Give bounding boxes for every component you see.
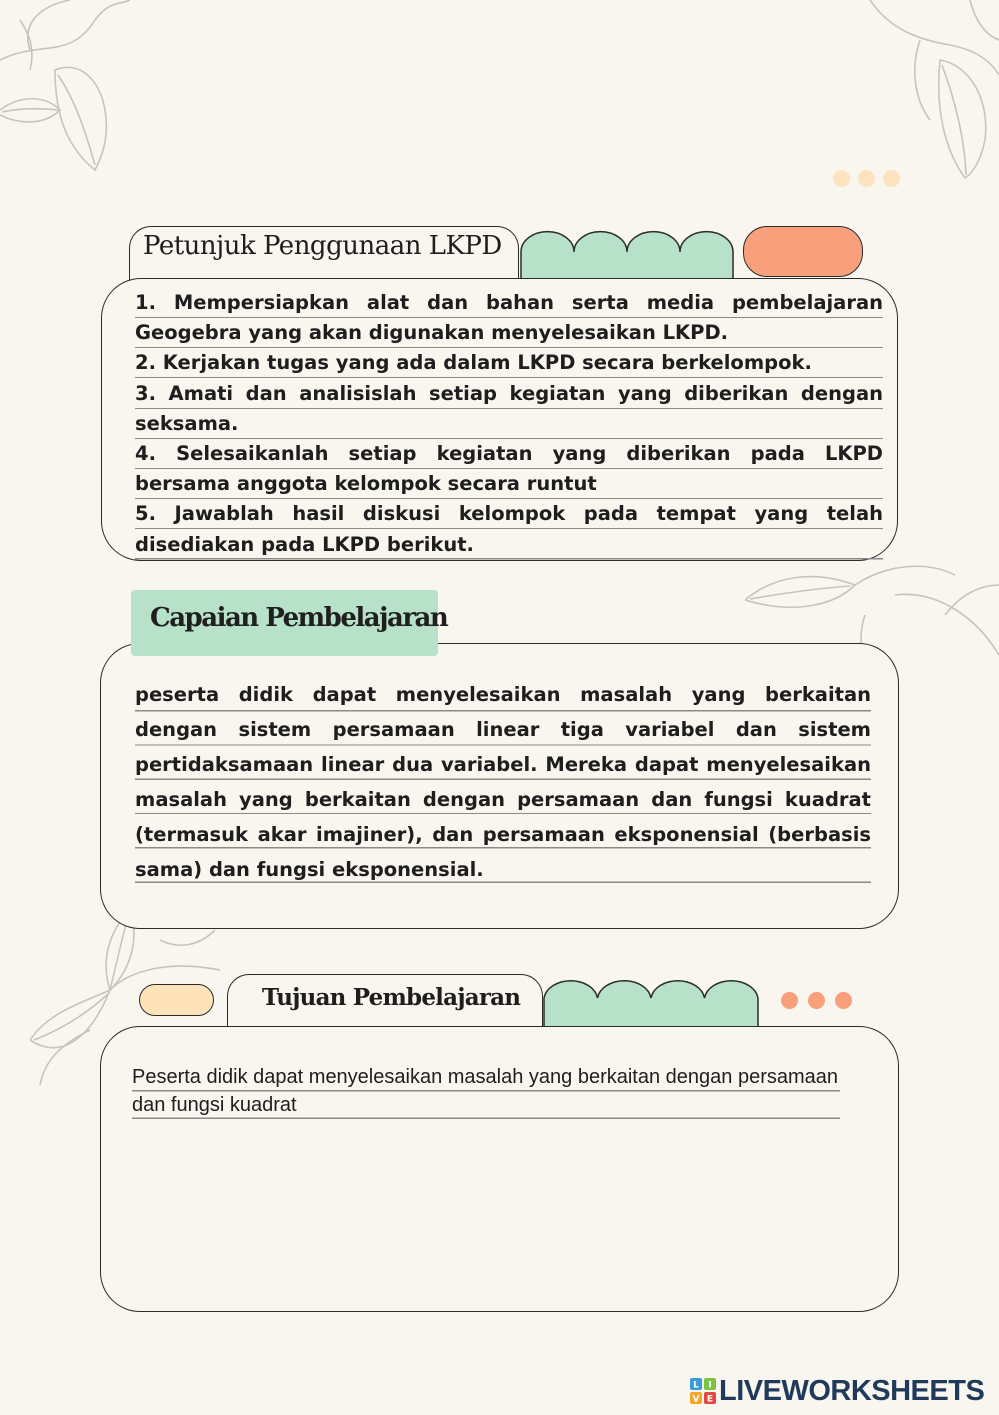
svg-text:L: L: [693, 1380, 699, 1391]
svg-text:E: E: [706, 1394, 714, 1404]
instructions-list: [135, 288, 883, 560]
learning-objectives-text: Peserta didik dapat menyelesaikan masalah yang berkaitan dengan persamaan dan fungsi kuadrat: [132, 1064, 840, 1119]
svg-text:I: I: [708, 1380, 712, 1391]
learning-objectives-tab: [227, 974, 543, 1030]
list-item: 1. Mempersiapkan alat dan bahan serta media pembelajaran Geogebra yang akan digunakan menyelesaikan LKPD.: [135, 288, 883, 348]
list-item: 4. Selesaikanlah setiap kegiatan yang diberikan pada LKPD bersama anggota kelompok secara runtut: [135, 439, 883, 499]
list-item: 3. Amati dan analisislah setiap kegiatan yang diberikan dengan seksama.: [135, 379, 883, 439]
liveworksheets-logo-icon: [690, 1378, 716, 1404]
scalloped-mint-tab: [518, 230, 736, 280]
list-item: 5. Jawablah hasil diskusi kelompok pada tempat yang telah disediakan pada LKPD berikut.: [135, 499, 883, 559]
svg-text:V: V: [692, 1394, 700, 1404]
decor-dot: [808, 992, 825, 1009]
salmon-pill-decoration: [743, 226, 863, 277]
instructions-title: Petunjuk Penggunaan LKPD: [143, 231, 502, 261]
learning-outcomes-tab: [131, 590, 448, 656]
decor-dot: [883, 170, 900, 187]
liveworksheets-text: LIVEWORKSHEETS: [719, 1374, 985, 1407]
learning-outcomes-box: [100, 643, 899, 929]
leaf-decoration-top-right: [860, 0, 999, 180]
scalloped-mint-tab: [541, 976, 761, 1029]
learning-objectives-title: Tujuan Pembelajaran: [262, 984, 521, 1011]
liveworksheets-watermark: [690, 1374, 984, 1408]
cream-pill-decoration: [139, 984, 214, 1016]
learning-outcomes-title: Capaian Pembelajaran: [150, 603, 448, 633]
decor-dot: [781, 992, 798, 1009]
decor-dot: [833, 170, 850, 187]
decor-dot: [858, 170, 875, 187]
learning-objectives-box: [100, 1026, 899, 1312]
leaf-decoration-top-left: [0, 0, 140, 180]
learning-outcomes-text: peserta didik dapat menyelesaikan masalah yang berkaitan dengan sistem persamaan linear tiga variabel dan sistem pertidaksamaan linear dua variabel. Mereka dapat menyelesaikan masalah yang berkaitan dengan persamaan dan fungsi kuadrat (termasuk akar imajiner), dan persamaan eksponensial (berbasis sama) dan fungsi eksponensial.: [135, 677, 871, 887]
list-item: 2. Kerjakan tugas yang ada dalam LKPD secara berkelompok.: [135, 348, 883, 378]
instructions-tab: [129, 226, 519, 282]
decor-dot: [835, 992, 852, 1009]
instructions-box: [101, 278, 898, 561]
